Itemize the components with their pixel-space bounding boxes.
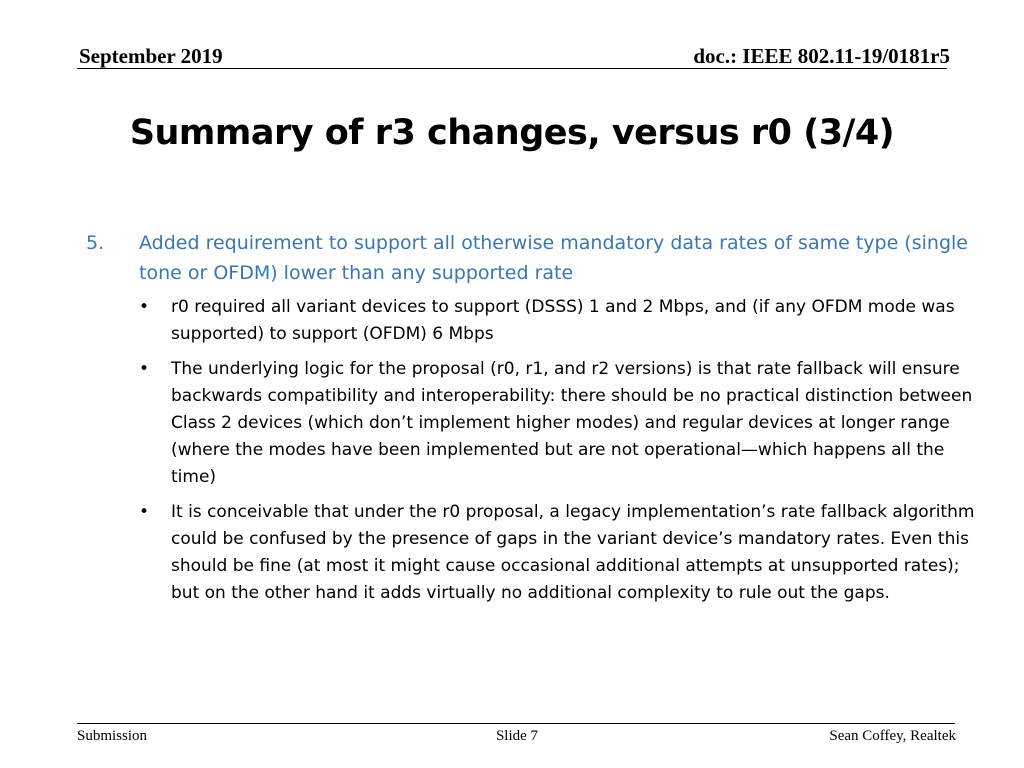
bullet-text: The underlying logic for the proposal (r0, r1, and r2 versions) is that rate fallback will ensure backwards compatibility and interoperability: there should be no practical distinction between Class 2 devices (which don’t implement higher modes) and regular devices at longer range (where the modes have been implemented but are not operational—which happens all the time) bbox=[171, 359, 973, 487]
numbered-item-5 bbox=[86, 228, 986, 607]
header-doc-id: doc.: IEEE 802.11-19/0181r5 bbox=[693, 44, 950, 68]
footer-divider bbox=[77, 723, 955, 724]
item-number: 5. bbox=[86, 232, 105, 254]
bullet-item bbox=[139, 356, 986, 491]
bullet-item bbox=[139, 294, 986, 348]
slide-title: Summary of r3 changes, versus r0 (3/4) bbox=[129, 113, 895, 153]
bullet-marker: • bbox=[139, 359, 150, 379]
footer-submission: Submission bbox=[77, 728, 148, 744]
item-text: Added requirement to support all otherwise mandatory data rates of same type (single tone or OFDM) lower than any supported rate bbox=[139, 232, 968, 284]
bullet-list bbox=[139, 294, 986, 607]
bullet-marker: • bbox=[139, 502, 150, 522]
bullet-text: It is conceivable that under the r0 proposal, a legacy implementation’s rate fallback algorithm could be confused by the presence of gaps in the variant device’s mandatory rates. Even this should be fine (at most it might cause occasional additional attempts at unsupported rates); but on the other hand it adds virtually no additional complexity to rule out the gaps. bbox=[171, 502, 975, 603]
slide-content bbox=[86, 228, 986, 615]
header-divider bbox=[77, 68, 947, 69]
bullet-text: r0 required all variant devices to support (DSSS) 1 and 2 Mbps, and (if any OFDM mode was supported) to support (OFDM) 6 Mbps bbox=[171, 297, 955, 344]
bullet-item bbox=[139, 499, 986, 607]
bullet-marker: • bbox=[139, 297, 150, 317]
header-date: September 2019 bbox=[79, 44, 223, 68]
footer-author: Sean Coffey, Realtek bbox=[829, 728, 956, 744]
footer-slide-number: Slide 7 bbox=[495, 728, 539, 744]
